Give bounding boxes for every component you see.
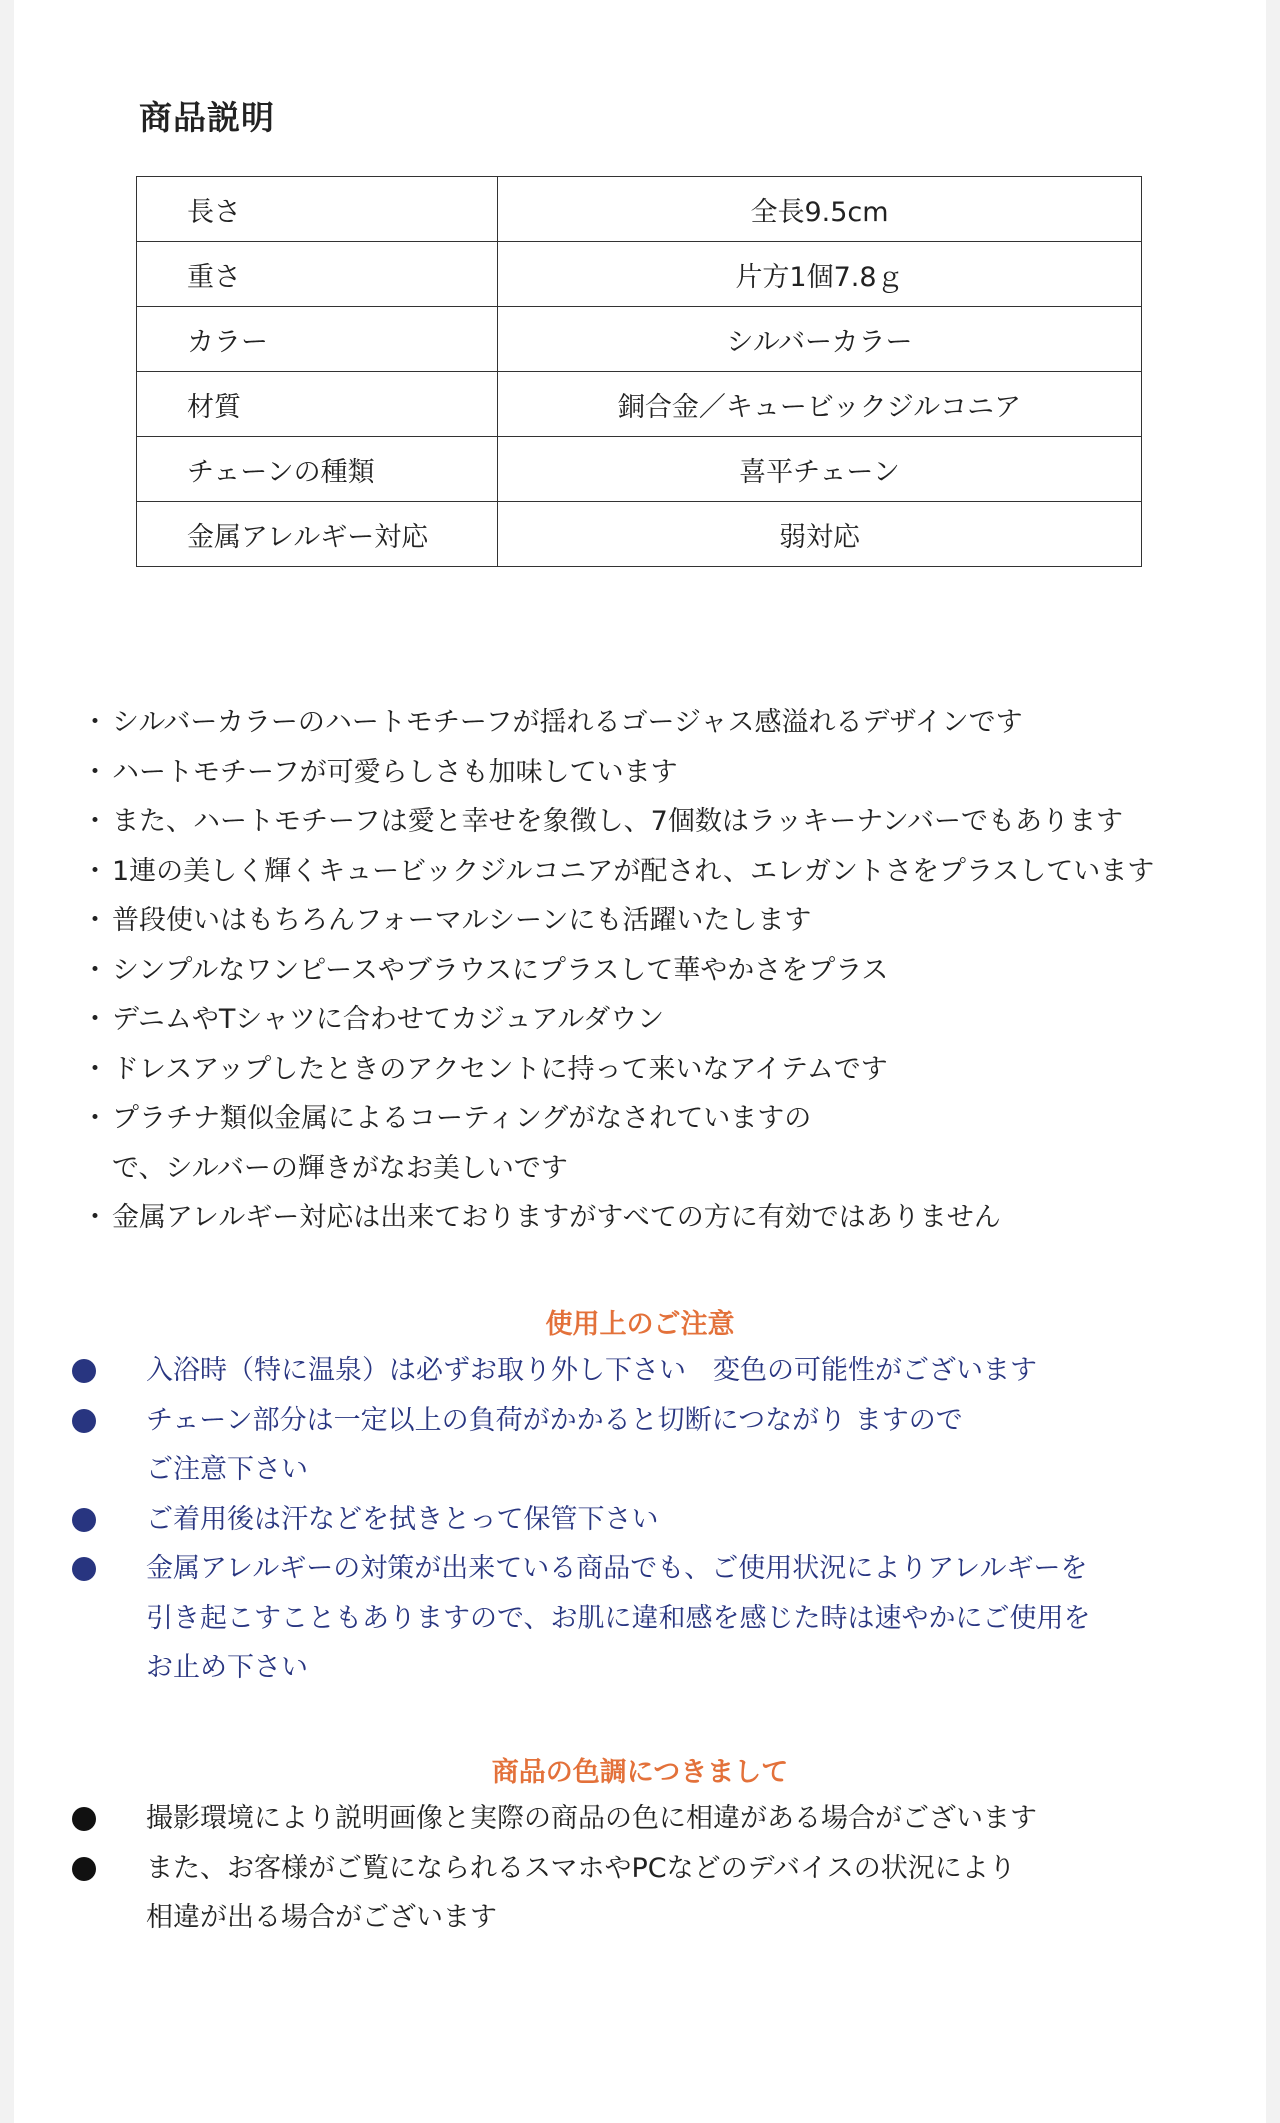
bullet-dot: ・ bbox=[81, 855, 109, 887]
caution-text: チェーン部分は一定以上の負荷がかかると切断につながり ますので bbox=[146, 1404, 963, 1436]
bullet-dot: ・ bbox=[81, 1202, 109, 1233]
spec-label: カラー bbox=[137, 307, 498, 372]
bullet-dot: ・ bbox=[81, 1004, 109, 1035]
list-item bbox=[78, 896, 1228, 946]
spec-row bbox=[137, 502, 1142, 567]
spec-label: チェーンの種類 bbox=[137, 437, 498, 502]
caution-text: 入浴時（特に温泉）は必ずお取り外し下さい 変色の可能性がございます bbox=[146, 1355, 1037, 1386]
spec-label: 重さ bbox=[137, 242, 498, 307]
list-item bbox=[78, 1094, 1228, 1193]
spec-row bbox=[137, 177, 1142, 242]
spec-row bbox=[137, 242, 1142, 307]
list-item bbox=[78, 1193, 1228, 1243]
spec-label: 長さ bbox=[137, 177, 498, 242]
spec-value: 片方1個7.8ｇ bbox=[498, 242, 1142, 307]
list-item bbox=[78, 995, 1228, 1045]
spec-table bbox=[136, 176, 1142, 567]
feature-text: また、ハートモチーフは愛と幸せを象徴し、7個数はラッキーナンバーでもあります bbox=[112, 806, 1124, 837]
list-item bbox=[72, 1495, 1222, 1545]
spec-row bbox=[137, 307, 1142, 372]
caution-text: ご着用後は汗などを拭きとって保管下さい bbox=[146, 1503, 659, 1535]
caution-heading: 使用上のご注意 bbox=[545, 1309, 735, 1340]
bullet-dot: ・ bbox=[81, 756, 109, 788]
color-note-heading: 商品の色調につきまして bbox=[491, 1757, 789, 1788]
spec-value: 喜平チェーン bbox=[498, 437, 1142, 502]
caution-text: ご注意下さい bbox=[146, 1454, 308, 1485]
color-note-list bbox=[72, 1794, 1222, 1943]
spec-value: シルバーカラー bbox=[498, 307, 1142, 372]
list-item bbox=[72, 1794, 1222, 1844]
feature-text: 金属アレルギー対応は出来ておりますがすべての方に有効ではありません bbox=[112, 1202, 1001, 1233]
circle-bullet-icon bbox=[72, 1359, 96, 1383]
list-item bbox=[78, 1045, 1228, 1095]
circle-bullet-icon bbox=[72, 1508, 96, 1532]
color-note-text: 撮影環境により説明画像と実際の商品の色に相違がある場合がございます bbox=[146, 1803, 1037, 1834]
feature-list bbox=[78, 698, 1228, 1243]
feature-text: ドレスアップしたときのアクセントに持って来いなアイテムです bbox=[112, 1053, 888, 1085]
caution-list bbox=[72, 1346, 1222, 1693]
spec-row bbox=[137, 437, 1142, 502]
feature-text: ハートモチーフが可愛らしさも加味しています bbox=[112, 756, 678, 788]
circle-bullet-icon bbox=[72, 1857, 96, 1881]
bullet-dot: ・ bbox=[81, 806, 109, 837]
feature-text: シルバーカラーのハートモチーフが揺れるゴージャス感溢れるデザインです bbox=[112, 707, 1023, 738]
spec-label: 材質 bbox=[137, 372, 498, 437]
bullet-dot: ・ bbox=[81, 707, 109, 738]
spec-value: 銅合金／キュービックジルコニア bbox=[498, 372, 1142, 437]
circle-bullet-icon bbox=[72, 1557, 96, 1581]
list-item bbox=[72, 1396, 1222, 1495]
color-note-text: 相違が出る場合がございます bbox=[146, 1902, 497, 1933]
spec-label: 金属アレルギー対応 bbox=[137, 502, 498, 567]
page-title: 商品説明 bbox=[139, 98, 275, 137]
list-item bbox=[72, 1544, 1222, 1693]
list-item bbox=[78, 748, 1228, 798]
bullet-dot: ・ bbox=[81, 905, 109, 936]
list-item bbox=[72, 1346, 1222, 1396]
bullet-dot: ・ bbox=[81, 954, 109, 986]
spec-value: 弱対応 bbox=[498, 502, 1142, 567]
bullet-dot: ・ bbox=[81, 1103, 109, 1134]
feature-text: プラチナ類似金属によるコーティングがなされていますので、シルバーの輝きがなお美しいです bbox=[112, 1103, 812, 1184]
list-item bbox=[78, 847, 1228, 897]
circle-bullet-icon bbox=[72, 1409, 96, 1433]
page bbox=[14, 0, 1266, 2123]
list-item bbox=[78, 698, 1228, 748]
circle-bullet-icon bbox=[72, 1807, 96, 1831]
feature-text: 普段使いはもちろんフォーマルシーンにも活躍いたします bbox=[112, 905, 812, 936]
color-note-text: また、お客様がご覧になられるスマホやPCなどのデバイスの状況により bbox=[146, 1852, 1016, 1884]
spec-value: 全長9.5cm bbox=[498, 177, 1142, 242]
feature-text: シンプルなワンピースやブラウスにプラスして華やかさをプラス bbox=[112, 954, 889, 986]
feature-text: 1連の美しく輝くキュービックジルコニアが配され、エレガントさをプラスしています bbox=[112, 855, 1155, 887]
list-item bbox=[78, 797, 1228, 847]
feature-text: デニムやTシャツに合わせてカジュアルダウン bbox=[112, 1004, 665, 1035]
caution-text: 金属アレルギーの対策が出来ている商品でも、ご使用状況によりアレルギーを bbox=[146, 1553, 1088, 1584]
spec-row bbox=[137, 372, 1142, 437]
caution-text: お止め下さい bbox=[146, 1652, 308, 1683]
list-item bbox=[72, 1844, 1222, 1943]
bullet-dot: ・ bbox=[81, 1053, 109, 1085]
caution-text: 引き起こすこともありますので、お肌に違和感を感じた時は速やかにご使用を bbox=[146, 1602, 1091, 1634]
list-item bbox=[78, 946, 1228, 996]
